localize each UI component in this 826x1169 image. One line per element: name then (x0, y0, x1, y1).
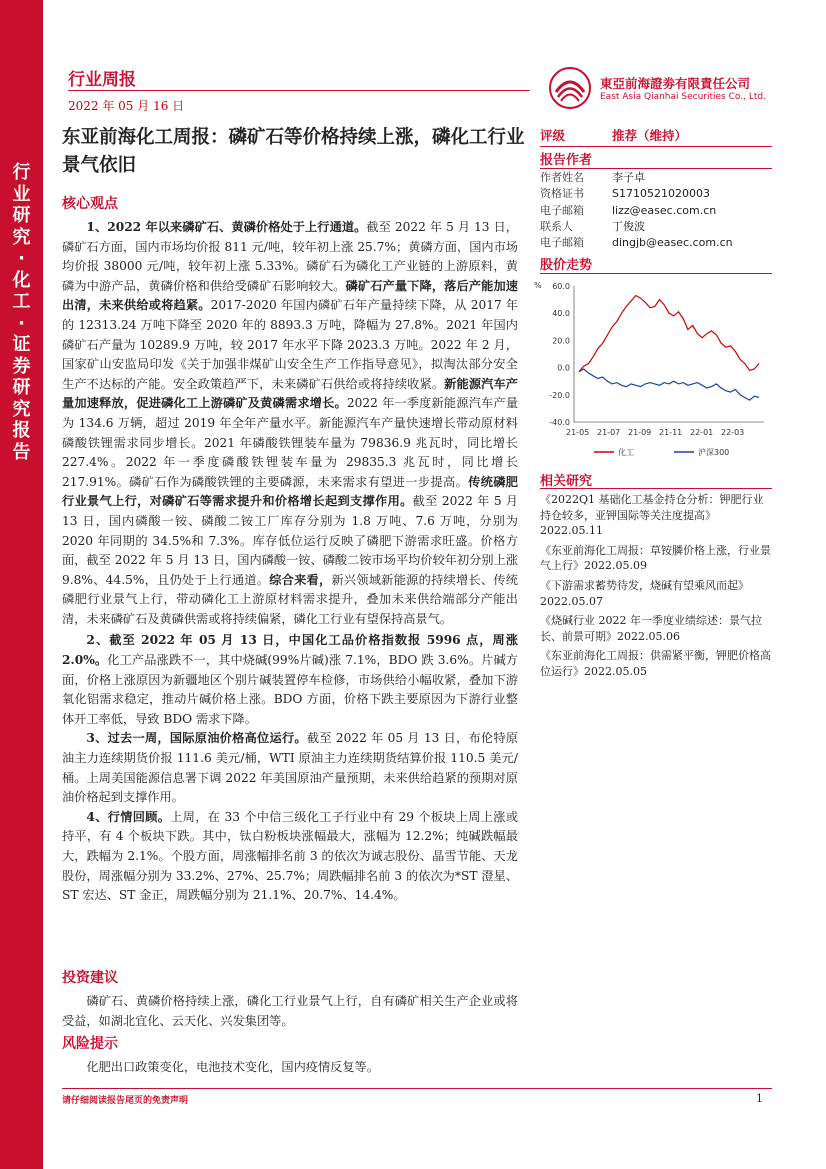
sidebar-char: 报 (12, 420, 31, 441)
author-row (540, 186, 710, 202)
author-row (540, 203, 716, 219)
report-title: 东亚前海化工周报：磷矿石等价格持续上涨，磷化工行业景气依旧 (62, 127, 525, 176)
author-field-value: lizz@easec.com.cn (612, 203, 717, 217)
y-tick-label: 20.0 (552, 336, 570, 346)
related-item: 《东亚前海化工周报：供需紧平衡，钾肥价格高位运行》2022.05.05 (540, 649, 771, 678)
company-logo (548, 66, 778, 110)
series-line-csi300 (579, 369, 759, 400)
x-tick-label: 21-09 (628, 428, 652, 437)
p2-bold: 2、截至 2022 年 05 月 13 日，中国化工品价格指数报 5996 点，周涨 2.0%。 (62, 633, 518, 668)
series-line-chemical (579, 296, 759, 372)
core-paragraph-1 (62, 218, 518, 629)
logo-emblem-icon (548, 66, 592, 110)
related-item: 《烧碱行业 2022 年一季度业绩综述：景气拉长、前景可期》2022.05.06 (540, 614, 762, 643)
sidebar-char: 究 (12, 226, 31, 248)
p1-text-a: 截至 2022 年 5 月 13 日，磷矿石方面，国内市场均价报 811 元/吨，较年初上涨 25.7%；黄磷方面，国内市场均价报 38000 元/吨，较年初上涨 5.33%。磷矿石为磷化工产业链的上游原料，黄磷为中游产品，黄磷价格和供给受磷矿石影响较大。 (62, 220, 518, 293)
p1-bold-a: 1、2022 年以来磷矿石、黄磷价格处于上行通道。 (86, 220, 367, 234)
sidebar-char: 化 (12, 269, 31, 291)
p1-bold-e: 综合来看， (269, 572, 332, 587)
stock-chart (532, 276, 772, 468)
sidebar-band (0, 0, 43, 1169)
risk-body (62, 1058, 518, 1078)
related-title: 相关研究 (540, 474, 593, 489)
author-field-value: 李子卓 (612, 171, 645, 184)
author-row (540, 170, 645, 186)
p4-bold: 4、行情回顾。 (86, 809, 171, 824)
author-field-label: 资格证书 (540, 187, 584, 201)
sidebar-char: 研 (12, 205, 31, 226)
author-field-value: dingjb@easec.com.cn (612, 236, 733, 250)
p1-bold-c: 新能源汽车产量加速释放，促进磷化工上游磷矿及黄磷需求增长。 (62, 376, 518, 411)
legend-label: 沪深300 (698, 448, 730, 457)
p4-text: 上周，在 33 个中信三级化工子行业中有 29 个板块上周上涨或持平，有 4 个板块下跌。其中，钛白粉板块涨幅最大，涨幅为 12.2%；纯碱跌幅最大，跌幅为 2.1%。个股方面，周涨幅排名前 3 的依次为诚志股份、晶雪节能、天龙股份，周涨幅分别为 33.2%、27%、25.7%；周跌幅排名前 3 的依次为*ST 澄星、ST 宏达、ST 金正，周跌幅分别为 21.1%、20.7%、14.4%。 (62, 809, 519, 903)
stock-title: 股价走势 (540, 258, 593, 273)
authors-divider (540, 168, 772, 169)
y-tick-label: -40.0 (549, 418, 570, 427)
section-risk-title: 风险提示 (62, 1036, 118, 1052)
author-row (540, 235, 733, 251)
y-tick-label: 40.0 (552, 309, 570, 319)
risk-text: 化肥出口政策变化，电池技术变化，国内疫情反复等。 (86, 1060, 379, 1074)
authors-title: 报告作者 (540, 153, 593, 168)
sidebar-char: · (18, 248, 25, 269)
sidebar-char: 研 (12, 377, 31, 398)
section-core-title: 核心观点 (62, 196, 118, 212)
p2-text: 化工产品涨跌不一，其中烧碱(99%片碱)涨 7.1%，BDO 跌 3.6%。片碱方面，价格上涨原因为新疆地区个别片碱装置停车检修，市场供给小幅收紧，叠加下游氧化铝需求稳定，推动片碱价格上涨。BDO 方面，价格下跌主要原因为下游行业整体开工率低，导致 BDO 需求下降。 (62, 653, 518, 726)
rating-row (540, 126, 772, 144)
sidebar-char: 工 (12, 291, 31, 312)
author-field-value: 丁俊波 (612, 219, 645, 233)
author-field-label: 电子邮箱 (540, 236, 584, 250)
author-field-label: 电子邮箱 (540, 203, 584, 217)
report-date: 2022 年 05 月 16 日 (68, 99, 185, 113)
p1-text-d: 截至 2022 年 5 月 13 日，国内磷酸一铵、磷酸二铵工厂库存分别为 1.8 万吨、7.6 万吨，分别为 2020 年同期的 34.5%和 7.3%。库存低位运行反映了磷肥下游需求旺盛。价格方面，截至 2022 年 5 月 13 日，国内磷酸一铵、磷酸二铵市场平均价较年初分别上涨 9.8%、44.5%，且仍处于上行通道。 (62, 494, 518, 587)
stock-divider (540, 273, 772, 274)
logo-english-name: East Asia Qianhai Securities Co., Ltd. (600, 92, 766, 102)
invest-body (62, 992, 518, 1031)
sidebar-label (0, 162, 43, 463)
related-divider (540, 488, 772, 489)
page-number: 1 (756, 1092, 763, 1105)
sidebar-char: 告 (12, 441, 31, 463)
author-field-label: 联系人 (540, 219, 573, 233)
stock-chart-svg (532, 276, 772, 468)
author-field-label: 作者姓名 (540, 171, 584, 184)
sidebar-char: 究 (12, 398, 31, 420)
y-axis-unit: % (534, 281, 542, 290)
core-body (62, 218, 518, 906)
y-tick-label: 0.0 (557, 363, 570, 373)
sidebar-char: 行 (12, 162, 31, 183)
p3-text: 截至 2022 年 05 月 13 日，布伦特原油主力连续期货价报 111.6 美元/桶，WTI 原油主力连续期货结算价报 110.5 美元/桶。上周美国能源信息署下调 2022 年美国原油产量预期，未来供给趋紧的预期对原油价格起到支撑作用。 (62, 731, 519, 805)
core-paragraph-2 (62, 631, 518, 729)
sidebar-char: 证 (12, 334, 31, 355)
header-divider (68, 90, 530, 91)
report-type-tag: 行业周报 (68, 70, 136, 90)
p1-text-e: 新兴领域新能源的持续增长、传统磷肥行业景气上行，带动磷化工上游原材料需求提升，叠加未来供给端部分产能出清，未来磷矿石及黄磷供需或将持续偏紧，磷化工行业有望保持高景气。 (62, 572, 518, 626)
logo-chinese-name: 東亞前海證劵有限責任公司 (600, 76, 751, 91)
author-field-value: S1710521020003 (612, 187, 710, 201)
footer-disclaimer: 请仔细阅读报告尾页的免责声明 (62, 1096, 189, 1106)
x-tick-label: 21-05 (566, 428, 590, 437)
related-item: 《2022Q1 基础化工基金持仓分析：钾肥行业持仓较多，亚钾国际等关注度提高》2022.05.11 (540, 493, 764, 538)
x-tick-label: 22-03 (721, 428, 745, 437)
x-tick-label: 21-07 (597, 428, 621, 437)
sidebar-char: 券 (12, 355, 31, 377)
section-invest-title: 投资建议 (62, 970, 118, 986)
y-tick-label: -20.0 (549, 390, 570, 400)
related-item: 《东亚前海化工周报：草铵膦价格上涨，行业景气上行》2022.05.09 (540, 543, 771, 573)
p1-bold-b: 磷矿石产量下降，落后产能加速出清，未来供给或将趋紧。 (62, 278, 518, 313)
footer-divider (62, 1088, 772, 1089)
p1-bold-d: 传统磷肥行业景气上行，对磷矿石等需求提升和价格增长起到支撑作用。 (62, 474, 518, 509)
core-paragraph-3 (62, 729, 518, 807)
author-row (540, 219, 645, 235)
sidebar-char: · (18, 312, 25, 334)
p1-text-c: 2022 年一季度新能源汽车产量为 134.6 万辆，超过 2019 年全年产量水平。新能源汽车产量快速增长带动原材料磷酸铁锂需求同步增长。2021 年磷酸铁锂装车量为 79836.9 兆瓦时，同比增长 227.4%。2022 年一季度磷酸铁锂装车量为 29835.3 兆瓦时，同比增长 217.91%。磷矿石作为磷酸铁锂的主要磷源，未来需求有望进一步提高。 (62, 396, 519, 489)
sidebar-char: 业 (12, 183, 31, 205)
core-paragraph-4 (62, 808, 518, 906)
y-tick-label: 60.0 (552, 282, 570, 291)
x-tick-label: 21-11 (659, 428, 683, 437)
rating-value: 推荐（维持） (612, 128, 688, 143)
p1-text-b: 2017-2020 年国内磷矿石年产量持续下降，从 2017 年的 12313.24 万吨下降至 2020 年的 8893.3 万吨，降幅为 27.8%。2021 年国内磷矿石产量为 10289.9 万吨，较 2017 年水平下降 2023.3 万吨。2022 年 2 月，国家矿山安监局印发《关于加强非煤矿山安全生产工作指导意见》，拟淘汰部分安全生产不达标的产能。安全政策趋严下，未来磷矿石供给或将持续收紧。 (62, 298, 519, 391)
rating-divider (540, 146, 772, 147)
rating-label: 评级 (540, 128, 566, 143)
x-tick-label: 22-01 (690, 428, 714, 437)
related-item: 《下游需求蓄势待发，烧碱有望乘风而起》2022.05.07 (540, 578, 749, 608)
related-list (540, 492, 772, 684)
legend-label: 化工 (618, 448, 634, 457)
invest-text: 磷矿石、黄磷价格持续上涨，磷化工行业景气上行，自有磷矿相关生产企业或将受益，如湖北宜化、云天化、兴发集团等。 (62, 994, 518, 1028)
p3-bold: 3、过去一周，国际原油价格高位运行。 (86, 731, 307, 746)
